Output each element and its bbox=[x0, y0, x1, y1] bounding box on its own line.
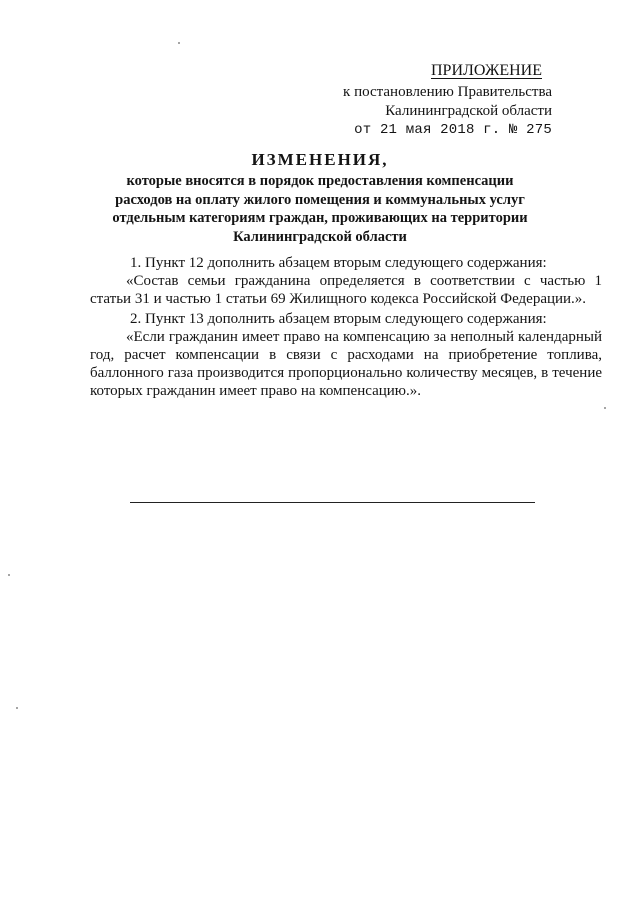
appendix-block bbox=[292, 62, 552, 140]
document-heading bbox=[90, 150, 550, 246]
heading-subtitle-line: расходов на оплату жилого помещения и коммунальных услуг bbox=[115, 191, 525, 208]
item-1-quote: «Состав семьи гражданина определяется в соответствии с частью 1 статьи 31 и частью 1 статьи 69 Жилищного кодекса Российской Федерации.». bbox=[90, 272, 602, 307]
item-2-quote: «Если гражданин имеет право на компенсацию за неполный календарный год, расчет компенсации в связи с расходами на приобретение топлива, баллонного газа производится пропорционально количеству месяцев, в течение которых гражданин имеет право на компенсацию.». bbox=[90, 329, 602, 399]
document-body bbox=[90, 255, 602, 400]
heading-subtitle-line: которые вносятся в порядок предоставления компенсации bbox=[126, 173, 514, 189]
scan-speck bbox=[8, 574, 10, 576]
appendix-line-1: к постановлению Правительства bbox=[343, 84, 552, 100]
appendix-line-2: Калининградской области bbox=[385, 103, 552, 119]
scan-speck bbox=[16, 707, 18, 709]
appendix-date-line: от 21 мая 2018 г. № 275 bbox=[354, 122, 552, 138]
closing-rule bbox=[130, 502, 535, 503]
appendix-title: ПРИЛОЖЕНИЕ bbox=[430, 62, 542, 79]
scan-speck bbox=[178, 42, 180, 44]
item-1-intro: 1. Пункт 12 дополнить абзацем вторым следующего содержания: bbox=[130, 255, 547, 271]
scan-speck bbox=[604, 407, 606, 409]
heading-subtitle-line: Калининградской области bbox=[233, 228, 407, 245]
heading-title: ИЗМЕНЕНИЯ, bbox=[251, 150, 389, 169]
item-2-intro: 2. Пункт 13 дополнить абзацем вторым следующего содержания: bbox=[130, 311, 547, 328]
heading-subtitle-line: отдельным категориям граждан, проживающих на территории bbox=[112, 210, 528, 226]
